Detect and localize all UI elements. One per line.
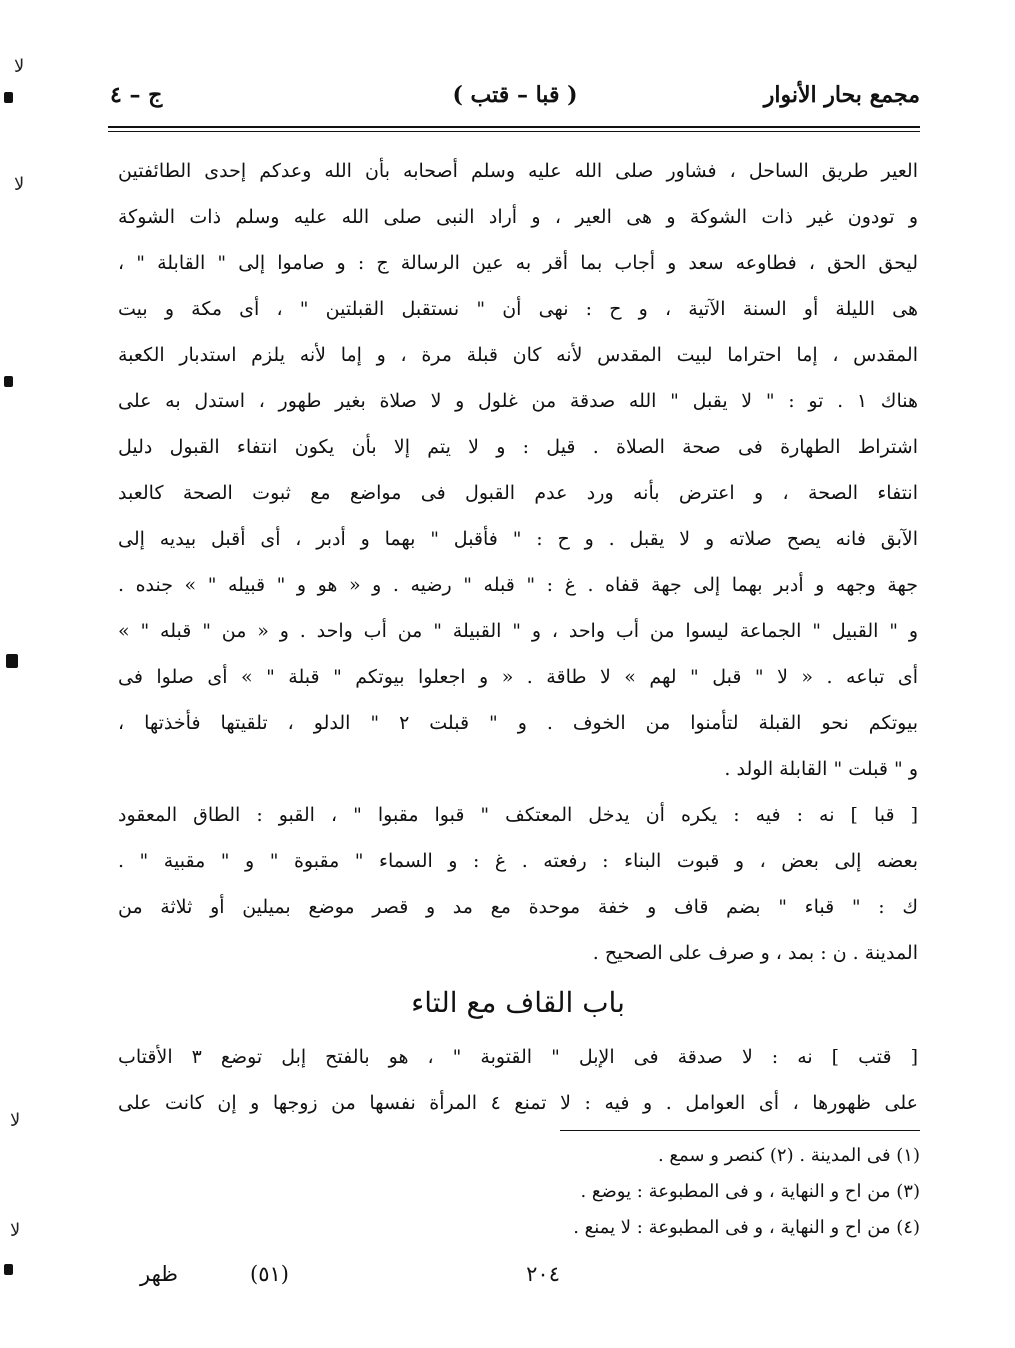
- text-line: الآبق فانه يصح صلاته و لا يقبل . و ح : " فأقبل " بهما و أدبر ، أى أقبل بيديه إلى: [118, 528, 918, 550]
- text-line: و تودون غير ذات الشوكة و هى العير ، و أراد النبى صلى الله عليه وسلم ذات الشوكة: [118, 206, 918, 228]
- margin-blot: [4, 376, 13, 387]
- text-line: هى الليلة أو السنة الآتية ، و ح : نهى أن " نستقبل القبلتين " ، أى مكة و بيت: [118, 298, 918, 320]
- margin-mark: ﻻ: [14, 56, 25, 77]
- margin-mark: ﻻ: [10, 1110, 21, 1131]
- text-line: ك : " قباء " بضم قاف و خفة موحدة مع مد و قصر موضع بميلين أو ثلاثة من: [118, 896, 918, 918]
- text-line: و " قبلت " القابلة الولد .: [724, 758, 918, 780]
- footnote: (١) فى المدينة . (٢) كنصر و سمع .: [657, 1145, 920, 1166]
- volume-label: ج – ٤: [110, 82, 163, 108]
- text-line: اشتراط الطهارة فى صحة الصلاة . قيل : و لا يتم إلا بأن يكون انتفاء القبول دليل: [118, 436, 918, 458]
- text-line: انتفاء الصحة ، و اعترض بأنه ورد عدم القبول فى مواضع مع ثبوت الصحة كالعبد: [118, 482, 918, 504]
- page-footer: [140, 1262, 560, 1302]
- text-line: ليحق الحق ، فطاوعه سعد و أجاب بما أقر به عين الرسالة ج : و صاموا إلى " القابلة " ،: [118, 252, 918, 274]
- book-title: مجمع بحار الأنوار: [763, 82, 920, 108]
- text-block-qtb: [118, 1034, 918, 1126]
- header-rule-thin: [108, 131, 920, 132]
- margin-mark: ﻻ: [14, 174, 25, 195]
- footnote-rule: [560, 1130, 920, 1131]
- text-line: [ قبا ] نه : فيه : يكره أن يدخل المعتكف " قبوا مقبوا " ، القبو : الطاق المعقود: [118, 804, 918, 826]
- margin-blot: [4, 1264, 13, 1275]
- text-line: العير طريق الساحل ، فشاور صلى الله عليه وسلم أصحابه بأن الله وعدكم إحدى الطائفتين: [118, 160, 918, 182]
- text-line: و " القبيل " الجماعة ليسوا من أب واحد ، و " القبيلة " من أب واحد . و « من " قبله " »: [118, 620, 918, 642]
- footnote: (٣) من اح و النهاية ، و فى المطبوعة : يوضع .: [580, 1181, 920, 1202]
- margin-blot: [4, 92, 13, 103]
- section-heading: باب القاف مع التاء: [411, 986, 625, 1019]
- margin-mark: ﻻ: [10, 1220, 21, 1241]
- text-line: المدينة . ن : بمد ، و صرف على الصحيح .: [592, 942, 918, 964]
- header-rule: [108, 126, 920, 128]
- text-line: [ قتب ] نه : لا صدقة فى الإبل " القتوبة " ، هو بالفتح إبل توضع ٣ الأقتاب: [118, 1046, 918, 1068]
- text-line: هناك ١ . تو : " لا يقبل " الله صدقة من غلول و لا صلاة بغير طهور ، استدل به على: [118, 390, 918, 412]
- catchword: ظهر: [140, 1262, 178, 1286]
- running-header: [110, 82, 920, 122]
- text-line: على ظهورها ، أى العوامل . و فيه : لا تمنع ٤ المرأة نفسها من زوجها و إن كانت على: [118, 1092, 918, 1114]
- text-block-qba: [118, 792, 918, 976]
- text-line: جهة وجهه و أدبر بهما إلى جهة قفاه . غ : " قبله " رضيه . و « هو و " قبيله " » جنده .: [118, 574, 918, 596]
- page-number: ٢٠٤: [526, 1262, 560, 1286]
- margin-blot: [6, 654, 18, 668]
- text-line: بيوتكم نحو القبلة لتأمنوا من الخوف . و " قبلت ٢ " الدلو ، تلقيتها فأخذتها ،: [118, 712, 918, 734]
- text-line: أى تباعه . « لا " قبل " لهم » لا طاقة . « و اجعلوا بيوتكم " قبلة " » أى صلوا فى: [118, 666, 918, 688]
- text-block-qbl: [118, 148, 918, 792]
- entry-range: ( قبا – قتب ): [452, 82, 578, 108]
- signature-mark: (٥١): [250, 1262, 289, 1286]
- footnote: (٤) من اح و النهاية ، و فى المطبوعة : لا يمنع .: [573, 1217, 920, 1238]
- footnotes: [500, 1138, 920, 1246]
- text-line: بعضه إلى بعض ، و قبوت البناء : رفعته . غ : و السماء " مقبوة " و " مقبية " .: [118, 850, 918, 872]
- text-line: المقدس ، إما احتراما لبيت المقدس لأنه كان قبلة مرة ، و إما لأنه يلزم استدبار الكعبة: [118, 344, 918, 366]
